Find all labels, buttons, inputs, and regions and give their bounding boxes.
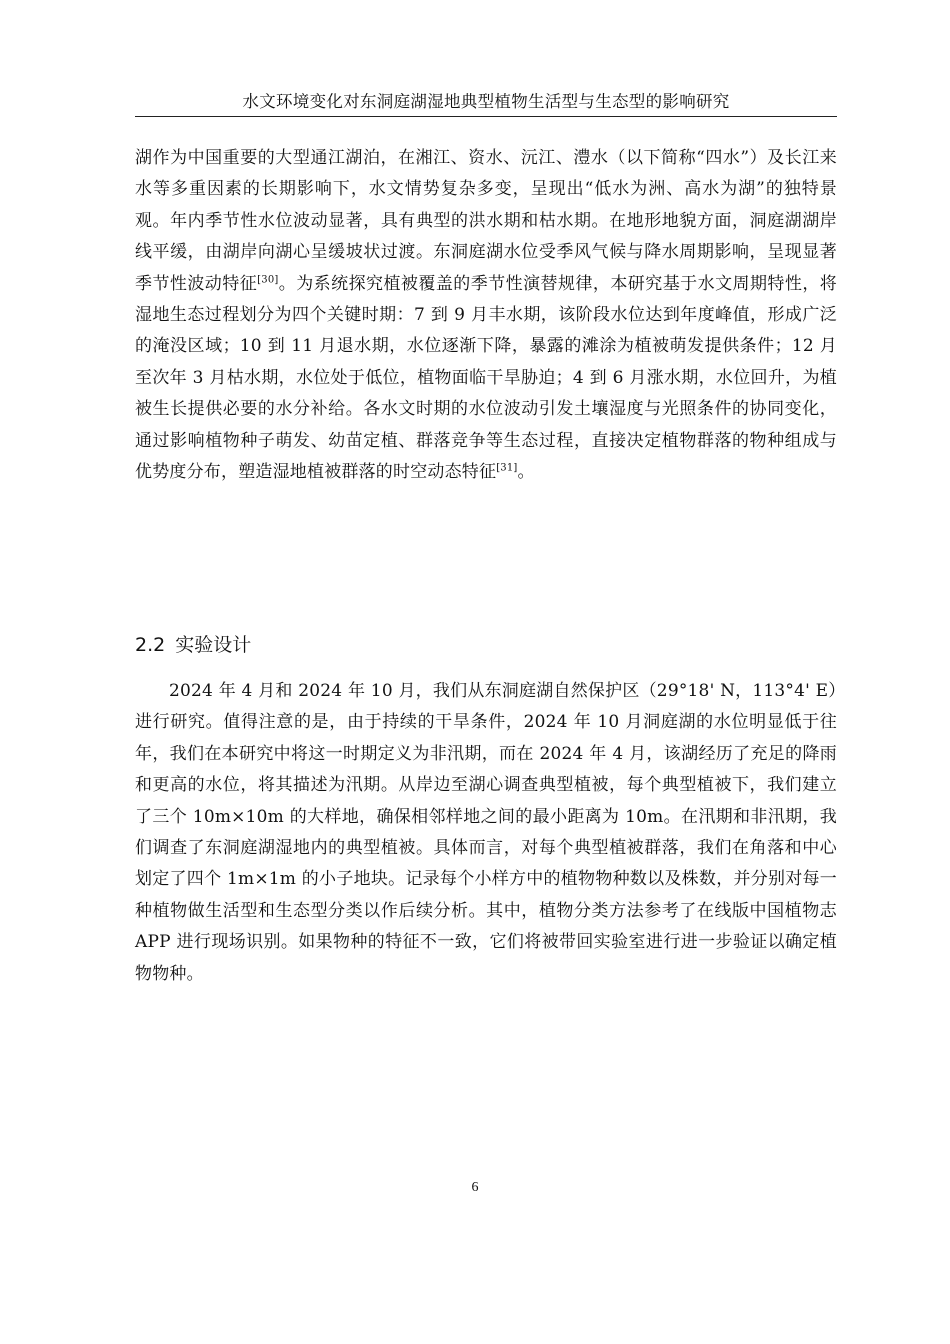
paragraph-text: 。为系统探究植被覆盖的季节性演替规律，本研究基于水文周期特性，将湿地生态过程划分为四个关键时期：7 到 9 月丰水期，该阶段水位达到年度峰值，形成广泛的淹没区域；10 到 11 月退水期，水位逐渐下降，暴露的滩涂为植被萌发提供条件；12 月至次年 3 月枯水期，水位处于低位，植物面临干旱胁迫；4 到 6 月涨水期，水位回升，为植被生长提供必要的水分补给。各水文时期的水位波动引发土壤湿度与光照条件的协同变化，通过影响植物种子萌发、幼苗定植、群落竞争等生态过程，直接决定植物群落的物种组成与优势度分布，塑造湿地植被群落的时空动态特征 [135,273,837,483]
paragraph-text: 。 [517,462,535,483]
section-title: 实验设计 [175,634,252,656]
paragraph-text: 湖作为中国重要的大型通江湖泊，在湘江、资水、沅江、澧水（以下简称“四水”）及长江来水等多重因素的长期影响下，水文情势复杂多变，呈现出“低水为洲、高水为湖”的独特景观。年内季节性水位波动显著，具有典型的洪水期和枯水期。在地形地貌方面，洞庭湖湖岸线平缓，由湖岸向湖心呈缓坡状过渡。东洞庭湖水位受季风气候与降水周期影响，呈现显著季节性波动特征 [135,148,837,294]
running-header: 水文环境变化对东洞庭湖湿地典型植物生活型与生态型的影响研究 [242,92,730,111]
section-heading [135,631,251,659]
citation-31[interactable]: [31] [496,462,518,474]
header-rule [135,116,837,117]
page-number: 6 [471,1180,479,1195]
body-paragraph-1 [135,143,837,488]
citation-30[interactable]: [30] [257,273,279,285]
section-number: 2.2 [135,634,166,656]
body-paragraph-2: 2024 年 4 月和 2024 年 10 月，我们从东洞庭湖自然保护区（29°18' N，113°4' E）进行研究。值得注意的是，由于持续的干旱条件，2024 年 10 月洞庭湖的水位明显低于往年，我们在本研究中将这一时期定义为非汛期，而在 2024 年 4 月，该湖经历了充足的降雨和更高的水位，将其描述为汛期。从岸边至湖心调查典型植被，每个典型植被下，我们建立了三个 10m×10m 的大样地，确保相邻样地之间的最小距离为 10m。在汛期和非汛期，我们调查了东洞庭湖湿地内的典型植被。具体而言，对每个典型植被群落，我们在角落和中心划定了四个 1m×1m 的小子地块。记录每个小样方中的植物物种数以及株数，并分别对每一种植物做生活型和生态型分类以作后续分析。其中，植物分类方法参考了在线版中国植物志 APP 进行现场识别。如果物种的特征不一致，它们将被带回实验室进行进一步验证以确定植物物种。 [135,681,837,984]
